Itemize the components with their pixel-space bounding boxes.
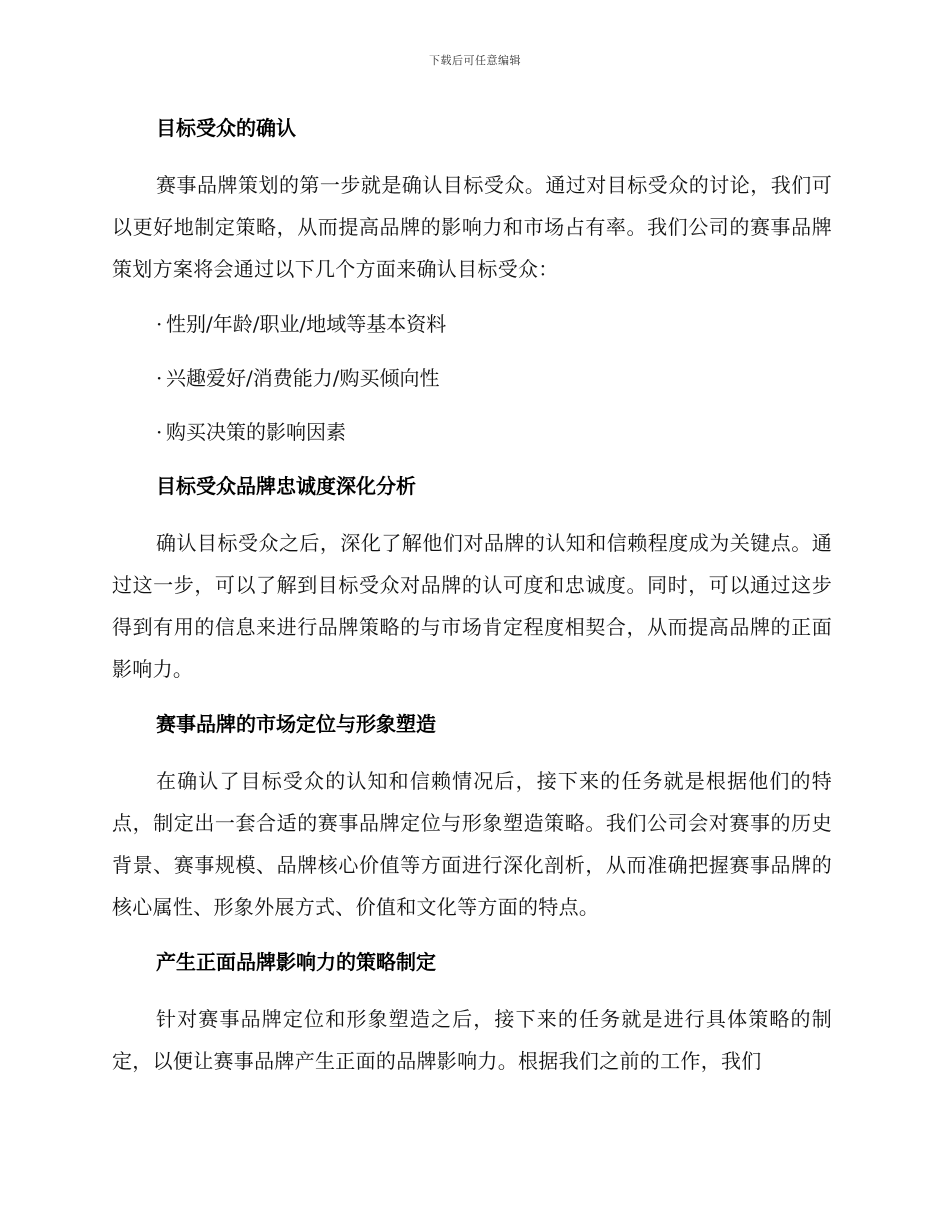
section-paragraph-market-positioning: 在确认了目标受众的认知和信赖情况后，接下来的任务就是根据他们的特点，制定出一套合适的赛事品牌定位与形象塑造策略。我们公司会对赛事的历史背景、赛事规模、品牌核心价值等方面进行深化剖析，从而准确把握赛事品牌的核心属性、形象外展方式、价值和文化等方面的特点。 [112,769,832,919]
bullet-text: 兴趣爱好/消费能力/购买倾向性 [166,366,440,390]
section-paragraph-strategy: 针对赛事品牌定位和形象塑造之后，接下来的任务就是进行具体策略的制定，以便让赛事品牌产生正面的品牌影响力。根据我们之前的工作，我们 [112,1007,832,1073]
bullet-dot: · [156,420,163,444]
page-header: 下载后可任意编辑 [429,54,521,67]
section-heading-loyalty-analysis: 目标受众品牌忠诚度深化分析 [156,474,416,498]
bullet-item [112,304,832,344]
bullet-item [112,358,832,398]
document-body [112,108,832,1096]
bullet-dot: · [156,312,163,336]
section-heading-market-positioning: 赛事品牌的市场定位与形象塑造 [156,712,436,736]
bullet-text: 购买决策的影响因素 [166,420,346,444]
section-paragraph-loyalty-analysis: 确认目标受众之后，深化了解他们对品牌的认知和信赖程度成为关键点。通过这一步，可以了解到目标受众对品牌的认可度和忠诚度。同时，可以通过这步得到有用的信息来进行品牌策略的与市场肯定程度相契合，从而提高品牌的正面影响力。 [112,531,832,681]
section-paragraph-target-audience: 赛事品牌策划的第一步就是确认目标受众。通过对目标受众的讨论，我们可以更好地制定策略，从而提高品牌的影响力和市场占有率。我们公司的赛事品牌策划方案将会通过以下几个方面来确认目标受众： [112,173,832,281]
bullet-text: 性别/年龄/职业/地域等基本资料 [166,312,447,336]
bullet-dot: · [156,366,163,390]
section-heading-target-audience: 目标受众的确认 [156,116,296,140]
bullet-item [112,412,832,452]
section-heading-strategy: 产生正面品牌影响力的策略制定 [156,950,436,974]
